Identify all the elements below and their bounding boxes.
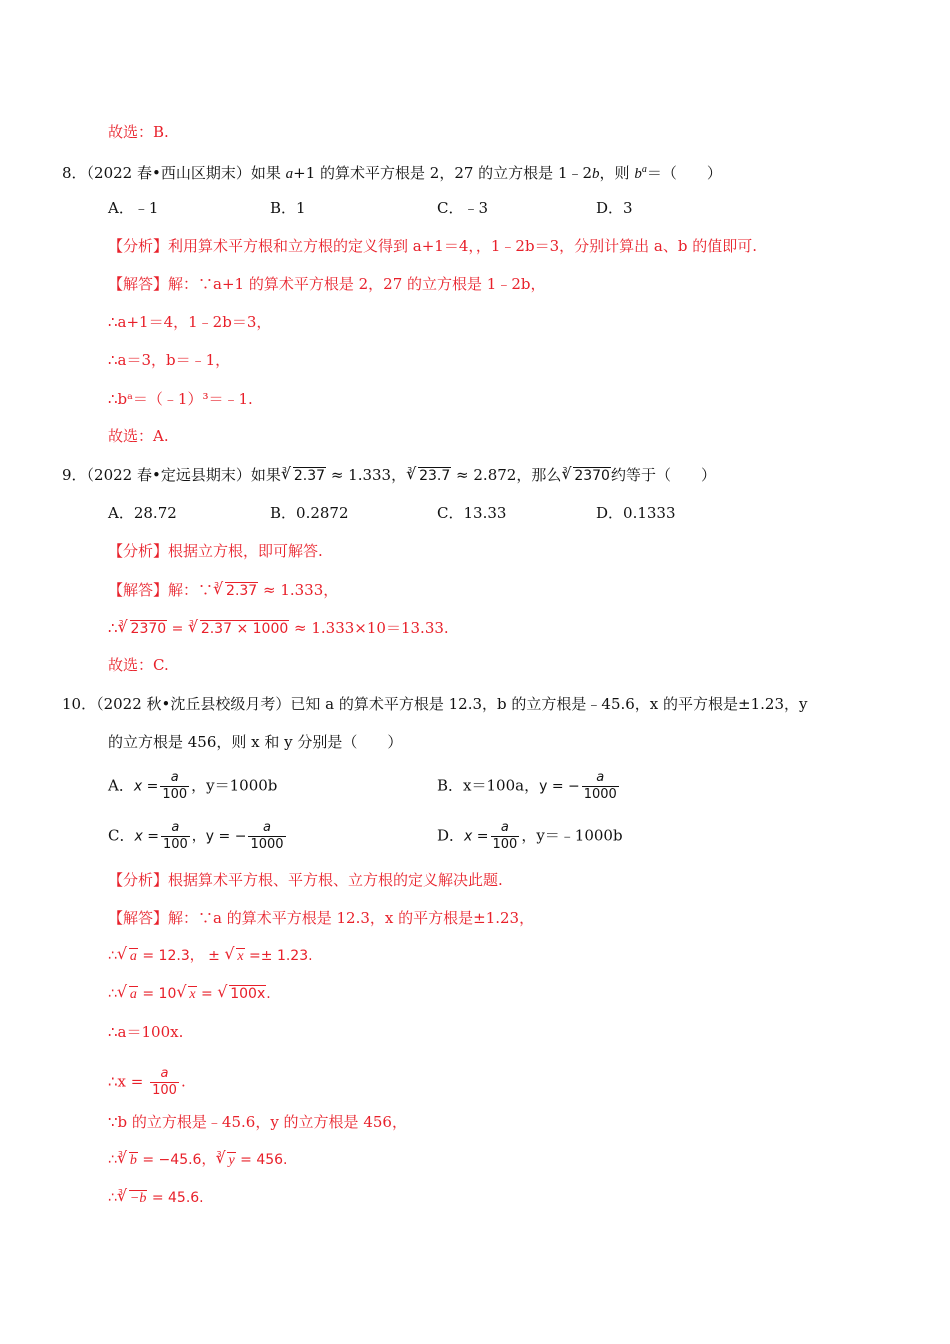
q10-solution-line: ∴ √ 3 −b = 45.6.	[108, 1188, 204, 1209]
analysis-text: 利用算术平方根和立方根的定义得到 a+1＝4，，1﹣2b＝3，分别计算出 a、b 的值即可.	[168, 237, 757, 255]
square-root: √ 100x	[217, 984, 266, 1004]
fraction: $\frac{a}{1000}$	[250, 820, 284, 852]
q8-solution-line	[108, 274, 545, 294]
cube-root: √ 3 b	[117, 1150, 138, 1171]
q9-solution-line	[108, 618, 449, 639]
q10-option-b	[437, 770, 621, 803]
q8-answer: 故选：A.	[108, 427, 169, 445]
cube-root: √ 3 −b	[117, 1188, 147, 1209]
option-expr: ，y = −	[191, 828, 247, 845]
square-root: √ a	[117, 946, 138, 967]
solution-text: 解：∵a 的算术平方根是 12.3，x 的平方根是±1.23，	[168, 909, 535, 927]
q8-stem-text: ，则	[599, 164, 635, 182]
solution-tag: 【解答】	[108, 275, 169, 293]
q10-option-c	[108, 820, 288, 853]
solution-text: ≈ 1.333×10＝13.33.	[289, 619, 449, 637]
q9-stem-text: 约等于（ ）	[610, 466, 716, 484]
q10-source: （2022 秋•沈丘县校级月考）	[96, 695, 291, 713]
square-root: √ a	[117, 984, 138, 1005]
q10-solution-line: ∴√ a = 12.3， ± √ x =± 1.23.	[108, 946, 313, 967]
solution-tag: 【解答】	[108, 581, 169, 599]
square-root: √ x	[224, 946, 244, 967]
q9-option-b: B．0.2872	[270, 504, 349, 522]
option-expr: x =	[133, 778, 159, 795]
q8-stem-text: ＝（ ）	[646, 164, 722, 182]
analysis-text: 根据立方根，即可解答.	[168, 542, 323, 560]
q10-option-d	[437, 820, 623, 853]
solution-text: ≈ 1.333，	[262, 581, 339, 599]
q8-stem-text: 如果	[250, 164, 286, 182]
fraction: $\frac{a}{1000}$	[583, 770, 617, 802]
q10-solution-line	[108, 908, 534, 928]
option-label: B．	[437, 776, 464, 795]
q8-stem	[62, 160, 722, 184]
cube-root: √ 3 y	[215, 1150, 235, 1171]
q9-number: 9．	[62, 466, 87, 484]
option-expr: x =	[464, 828, 489, 845]
q9-option-d: D．0.1333	[596, 504, 676, 522]
cube-root: √ 3 2.37	[213, 581, 258, 601]
q9-option-c: C．13.33	[437, 504, 507, 522]
q8-solution-line: ∴bᵃ＝（﹣1）³＝﹣1.	[108, 390, 253, 408]
analysis-text: 根据算术平方根、平方根、立方根的定义解决此题.	[168, 871, 503, 889]
q9-stem-text: 如果	[250, 466, 281, 484]
solution-text: ∴	[108, 619, 118, 637]
q8-var: a	[285, 166, 294, 182]
q8-solution-line: ∴a+1＝4，1﹣2b＝3，	[108, 313, 272, 331]
q10-stem-text: 已知 a 的算术平方根是 12.3，b 的立方根是﹣45.6，x 的平方根是±1.23，y	[290, 695, 808, 713]
cube-root: √ 3 2.37	[281, 466, 326, 486]
q9-stem-text: ≈ 1.333，	[330, 466, 407, 484]
cube-root: √ 3 2370	[118, 619, 168, 639]
option-label: D．	[437, 826, 465, 845]
option-expr: ，y＝﹣1000b	[521, 826, 623, 845]
cube-root: √ 3 23.7	[406, 466, 451, 486]
q9-answer: 故选：C.	[108, 656, 169, 674]
q8-option-b: B．1	[270, 199, 306, 217]
solution-tag: 【解答】	[108, 909, 169, 927]
option-expr: x =	[134, 828, 159, 845]
q8-var: b	[592, 166, 600, 182]
q8-option-d: D．3	[596, 199, 633, 217]
q8-analysis	[108, 236, 757, 256]
q9-solution-line	[108, 580, 338, 601]
q10-solution-line: ∴a＝100x.	[108, 1023, 184, 1041]
fraction: $\frac{a}{100}$	[152, 1066, 177, 1098]
q9-option-a: A．28.72	[108, 504, 177, 522]
option-label: A．	[108, 776, 134, 795]
q10-solution-line: ∵b 的立方根是﹣45.6，y 的立方根是 456，	[108, 1113, 407, 1131]
q8-exponent: a	[641, 164, 647, 175]
q10-stem	[62, 694, 807, 714]
cube-root: √ 3 2370	[561, 466, 611, 486]
solution-text: =	[167, 621, 188, 637]
q8-number: 8．	[62, 164, 87, 182]
q10-analysis	[108, 870, 503, 890]
option-label: C．	[108, 826, 135, 845]
cube-root: √ 3 2.37 × 1000	[188, 619, 289, 639]
q8-option-c: C．﹣3	[437, 199, 489, 217]
q9-analysis	[108, 541, 323, 561]
option-expr: ，y＝1000b	[191, 776, 278, 795]
q8-stem-text: +1 的算术平方根是 2，27 的立方根是 1﹣2	[293, 164, 593, 182]
q10-stem-line2: 的立方根是 456，则 x 和 y 分别是（ ）	[108, 733, 403, 751]
analysis-tag: 【分析】	[108, 237, 169, 255]
analysis-tag: 【分析】	[108, 542, 169, 560]
solution-text: 解：∵	[168, 581, 214, 599]
q9-source: （2022 春•定远县期末）	[86, 466, 251, 484]
option-expr: x＝100a，	[463, 776, 540, 795]
fraction: $\frac{a}{100}$	[162, 770, 188, 802]
analysis-tag: 【分析】	[108, 871, 169, 889]
q9-stem-text: ≈ 2.872，那么	[456, 466, 562, 484]
q10-solution-line: ∴ √ 3 b = −45.6， √ 3 y = 456.	[108, 1150, 288, 1171]
option-expr: y = −	[539, 778, 580, 795]
q10-solution-line: ∴x = $\frac{a}{100}$ .	[108, 1066, 186, 1098]
q7-answer: 故选：B.	[108, 123, 169, 141]
q10-solution-line: ∴√ a = 10√ x = √ 100x.	[108, 984, 271, 1005]
solution-text: 解：∵a+1 的算术平方根是 2，27 的立方根是 1﹣2b，	[168, 275, 546, 293]
q8-source: （2022 春•西山区期末）	[86, 164, 251, 182]
q8-solution-line: ∴a＝3，b＝﹣1，	[108, 351, 231, 369]
q10-option-a	[108, 770, 277, 803]
q8-option-a: A．﹣1	[108, 199, 159, 217]
square-root: √ x	[176, 984, 196, 1005]
q10-number: 10．	[62, 695, 97, 713]
fraction: $\frac{a}{100}$	[492, 820, 518, 852]
q9-stem	[62, 465, 716, 486]
q8-var: b	[634, 166, 642, 182]
fraction: $\frac{a}{100}$	[162, 820, 188, 852]
